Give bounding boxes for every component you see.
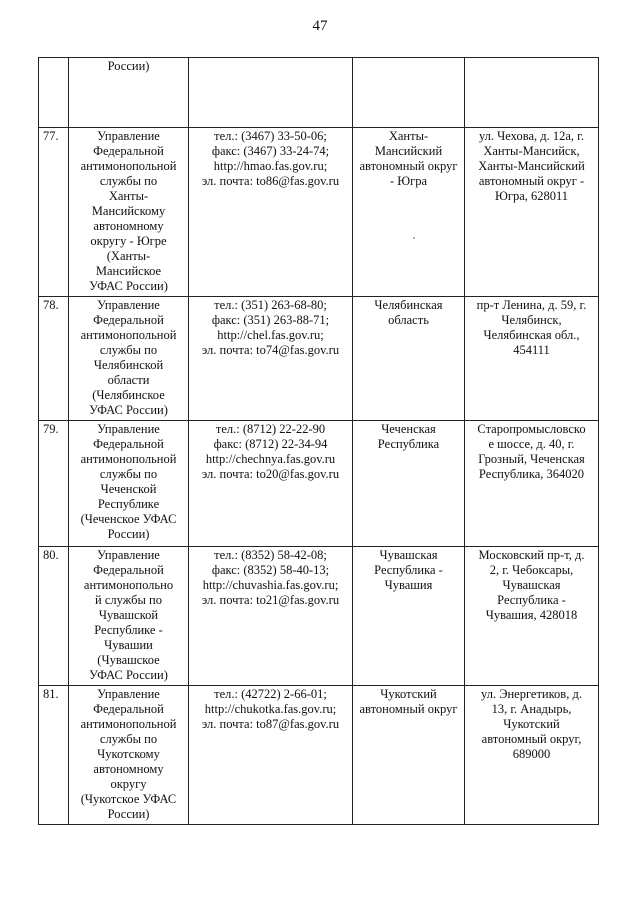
- name-line: округу: [110, 777, 147, 791]
- address-line: Грозный, Чеченская: [478, 452, 585, 466]
- address-line: Чувашия, 428018: [485, 608, 578, 622]
- address-cell: [465, 297, 599, 421]
- row-number: 80.: [43, 548, 59, 562]
- contacts-line: тел.: (3467) 33-50-06;: [214, 129, 327, 143]
- contacts-line: тел.: (8712) 22-22-90: [215, 422, 326, 436]
- region-cell: [353, 297, 465, 421]
- region-cell: [353, 128, 465, 297]
- address-line: Челябинск,: [501, 313, 562, 327]
- table-row: [39, 547, 599, 686]
- name-line: (Чукотское УФАС: [80, 792, 177, 806]
- region-line: автономный округ: [359, 702, 458, 716]
- name-line: Управление: [97, 548, 160, 562]
- row-number-cell: [39, 297, 69, 421]
- contacts-cell: [189, 297, 353, 421]
- region-line: Мансийский: [374, 144, 443, 158]
- address-line: ул. Чехова, д. 12а, г.: [478, 129, 584, 143]
- table-row: [39, 421, 599, 547]
- name-line: автономному: [93, 219, 164, 233]
- address-line: 13, г. Анадырь,: [491, 702, 572, 716]
- name-line: Мансийское: [95, 264, 162, 278]
- name-line: Федеральной: [93, 563, 164, 577]
- address-line: Ханты-Мансийский: [478, 159, 585, 173]
- contacts-line: тел.: (8352) 58-42-08;: [214, 548, 327, 562]
- address-cell: [465, 128, 599, 297]
- address-line: Югра, 628011: [494, 189, 569, 203]
- address-line: Ханты-Мансийск,: [483, 144, 580, 158]
- scan-speck: [413, 237, 415, 239]
- address-line: Чукотский: [503, 717, 560, 731]
- address-cell: [465, 58, 599, 128]
- name-line: антимонопольной: [80, 159, 177, 173]
- contacts-line: эл. почта: to74@fas.gov.ru: [201, 343, 340, 357]
- name-line: антимонопольно: [83, 578, 174, 592]
- registry-table-body: [39, 58, 599, 825]
- name-line: (Чеченское УФАС: [80, 512, 177, 526]
- contacts-line: факс: (351) 263-88-71;: [211, 313, 330, 327]
- name-cell: [69, 547, 189, 686]
- name-line: Федеральной: [93, 313, 164, 327]
- page-number: 47: [312, 18, 328, 34]
- address-line: 2, г. Чебоксары,: [489, 563, 574, 577]
- region-cell: [353, 547, 465, 686]
- contacts-line: факс: (8352) 58-40-13;: [211, 563, 330, 577]
- table-row: [39, 128, 599, 297]
- name-line: Управление: [97, 422, 160, 436]
- contacts-line: тел.: (42722) 2-66-01;: [214, 687, 327, 701]
- name-line: (Чувашское: [97, 653, 160, 667]
- name-line: УФАС России): [89, 668, 168, 682]
- name-line: Ханты-: [108, 189, 149, 203]
- contacts-line: эл. почта: to87@fas.gov.ru: [201, 717, 340, 731]
- contacts-cell: [189, 686, 353, 825]
- name-line: антимонопольной: [80, 717, 177, 731]
- name-line: УФАС России): [89, 403, 168, 417]
- contacts-line: факс: (8712) 22-34-94: [213, 437, 328, 451]
- name-line: России): [107, 807, 150, 821]
- name-line: Чувашской: [98, 608, 159, 622]
- name-line: Управление: [97, 298, 160, 312]
- contacts-line: эл. почта: to20@fas.gov.ru: [201, 467, 340, 481]
- table-row: [39, 297, 599, 421]
- name-line: службы по: [99, 732, 158, 746]
- contacts-line: http://chukotka.fas.gov.ru;: [204, 702, 337, 716]
- region-cell: [353, 686, 465, 825]
- address-line: е шоссе, д. 40, г.: [488, 437, 575, 451]
- region-line: Республика: [377, 437, 440, 451]
- name-line: антимонопольной: [80, 328, 177, 342]
- name-line: Республике: [97, 497, 160, 511]
- table-row: [39, 686, 599, 825]
- contacts-cell: [189, 547, 353, 686]
- row-number-cell: [39, 128, 69, 297]
- contacts-cell: [189, 128, 353, 297]
- name-cell: [69, 686, 189, 825]
- scan-noise-line: [10, 882, 630, 884]
- row-number-cell: [39, 547, 69, 686]
- contacts-cell: [189, 421, 353, 547]
- name-line: Федеральной: [93, 437, 164, 451]
- name-line: (Челябинское: [92, 388, 165, 402]
- region-line: Чувашия: [384, 578, 433, 592]
- contacts-line: http://hmao.fas.gov.ru;: [213, 159, 328, 173]
- name-line: Республике -: [94, 623, 163, 637]
- name-line: (Ханты-: [106, 249, 151, 263]
- row-number: 77.: [43, 129, 59, 143]
- name-line: службы по: [99, 174, 158, 188]
- name-line: службы по: [99, 343, 158, 357]
- region-line: Чувашская: [379, 548, 438, 562]
- row-number-cell: [39, 421, 69, 547]
- region-cell: [353, 58, 465, 128]
- contacts-line: http://chechnya.fas.gov.ru: [205, 452, 336, 466]
- row-number-cell: [39, 686, 69, 825]
- contacts-line: факс: (3467) 33-24-74;: [211, 144, 330, 158]
- address-line: Республика, 364020: [478, 467, 585, 481]
- name-line: УФАС России): [89, 279, 168, 293]
- contacts-line: тел.: (351) 263-68-80;: [214, 298, 327, 312]
- name-line: Чукотскому: [97, 747, 160, 761]
- contacts-line: эл. почта: to86@fas.gov.ru: [201, 174, 340, 188]
- name-line: Челябинской: [93, 358, 164, 372]
- address-line: Республика -: [497, 593, 566, 607]
- name-line: России): [107, 59, 150, 73]
- row-number-cell: [39, 58, 69, 128]
- address-cell: [465, 547, 599, 686]
- name-line: России): [107, 527, 150, 541]
- region-line: - Югра: [389, 174, 428, 188]
- name-line: службы по: [99, 467, 158, 481]
- address-line: автономный округ -: [478, 174, 585, 188]
- contacts-line: эл. почта: to21@fas.gov.ru: [201, 593, 340, 607]
- address-cell: [465, 421, 599, 547]
- name-cell: [69, 58, 189, 128]
- region-line: автономный округ: [359, 159, 458, 173]
- name-line: Чеченской: [100, 482, 157, 496]
- address-line: 689000: [512, 747, 551, 761]
- table-row: [39, 58, 599, 128]
- name-line: Чувашии: [104, 638, 153, 652]
- address-line: 454111: [513, 343, 550, 357]
- region-line: Республика -: [374, 563, 443, 577]
- region-line: Чеченская: [381, 422, 436, 436]
- name-line: Мансийскому: [91, 204, 166, 218]
- contacts-line: http://chel.fas.gov.ru;: [217, 328, 324, 342]
- name-line: й службы по: [95, 593, 162, 607]
- row-number: 79.: [43, 422, 59, 436]
- address-line: автономный округ,: [481, 732, 582, 746]
- region-line: Ханты-: [388, 129, 429, 143]
- name-line: округу - Югре: [90, 234, 167, 248]
- address-line: Челябинская обл.,: [483, 328, 580, 342]
- name-line: области: [107, 373, 150, 387]
- address-cell: [465, 686, 599, 825]
- name-line: Управление: [97, 687, 160, 701]
- address-line: ул. Энергетиков, д.: [481, 687, 582, 701]
- registry-table: [38, 57, 599, 825]
- address-line: Московский пр-т, д.: [478, 548, 585, 562]
- name-line: автономному: [93, 762, 164, 776]
- region-line: Чукотский: [380, 687, 437, 701]
- name-cell: [69, 297, 189, 421]
- contacts-line: http://chuvashia.fas.gov.ru;: [202, 578, 339, 592]
- address-line: Чувашская: [502, 578, 561, 592]
- row-number: 81.: [43, 687, 59, 701]
- region-line: Челябинская: [374, 298, 443, 312]
- region-cell: [353, 421, 465, 547]
- name-line: Федеральной: [93, 702, 164, 716]
- name-cell: [69, 421, 189, 547]
- name-line: Управление: [97, 129, 160, 143]
- row-number: 78.: [43, 298, 59, 312]
- contacts-cell: [189, 58, 353, 128]
- region-line: область: [388, 313, 429, 327]
- name-line: антимонопольной: [80, 452, 177, 466]
- address-line: Старопромысловско: [477, 422, 586, 436]
- address-line: пр-т Ленина, д. 59, г.: [476, 298, 587, 312]
- name-cell: [69, 128, 189, 297]
- name-line: Федеральной: [93, 144, 164, 158]
